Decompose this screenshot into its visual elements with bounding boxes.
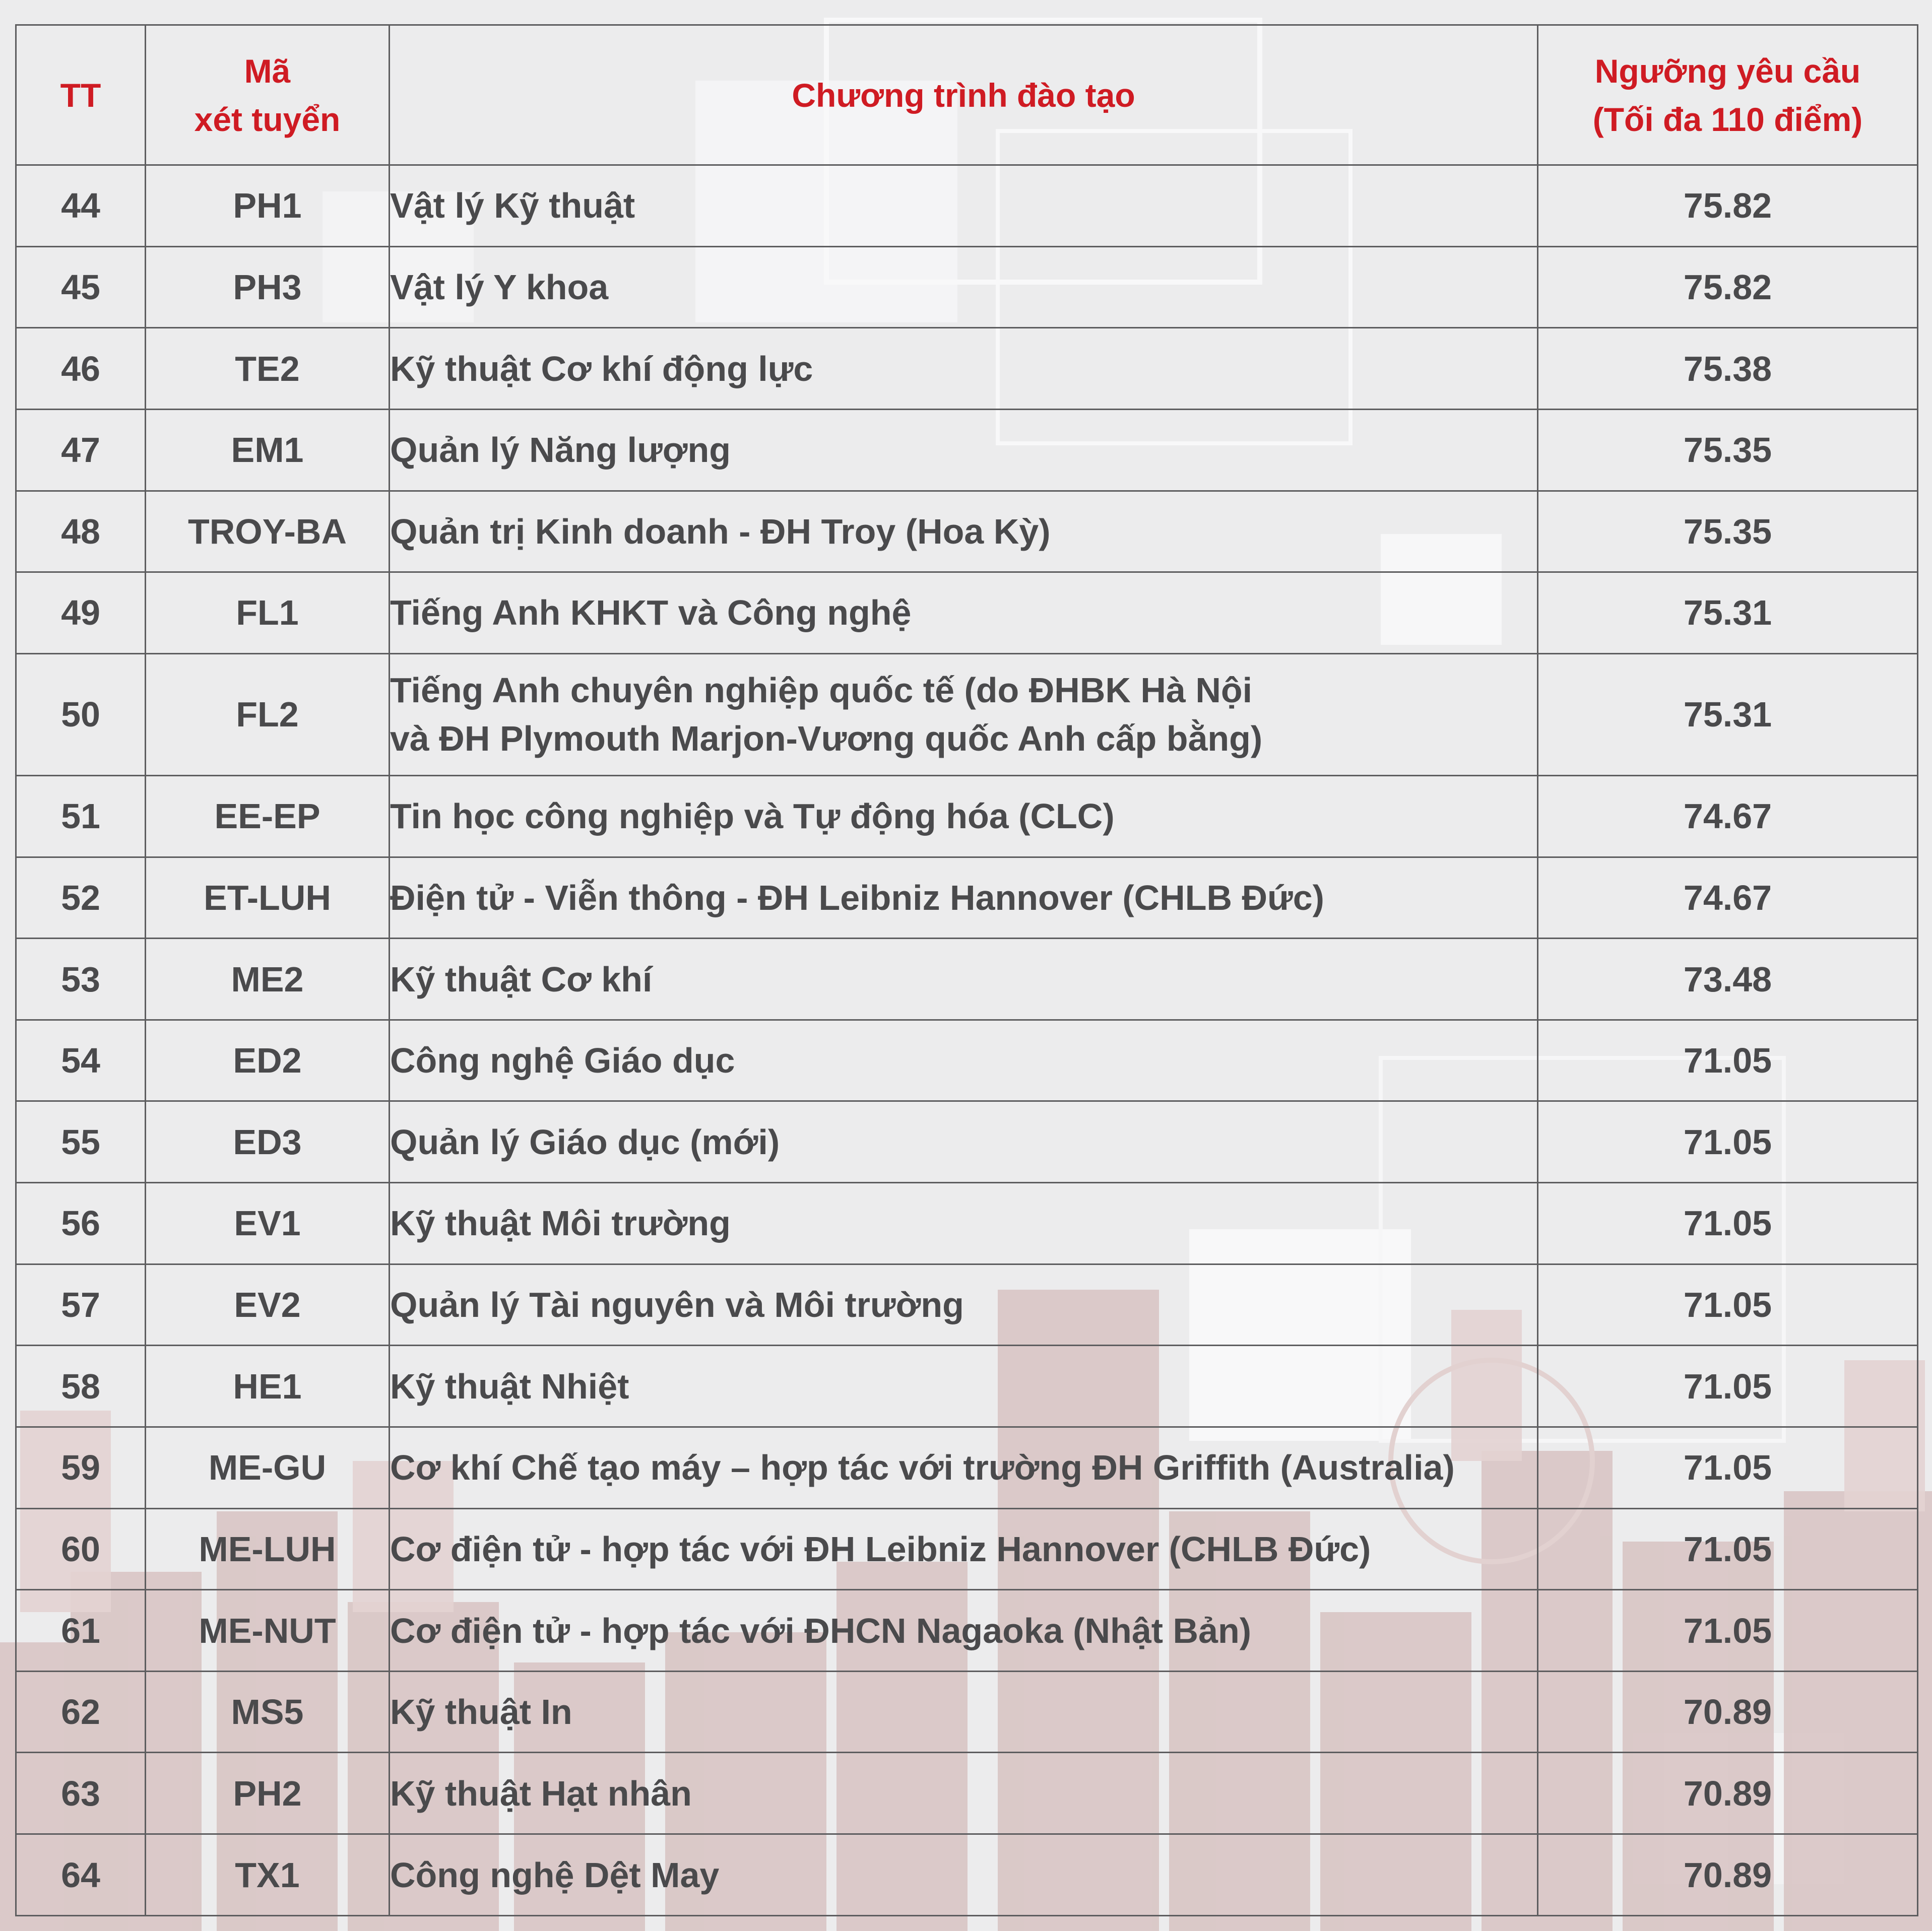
table-row [16, 775, 1918, 857]
program-name [390, 246, 1538, 328]
row-number: 46 [16, 328, 146, 410]
table-row [16, 1590, 1918, 1672]
program-name-line1: Kỹ thuật Cơ khí động lực [390, 349, 813, 388]
program-name [390, 1020, 1538, 1101]
admission-code: TROY-BA [146, 491, 390, 572]
admission-code: EE-EP [146, 775, 390, 857]
table-row [16, 939, 1918, 1020]
table-row [16, 409, 1918, 491]
threshold-score: 71.05 [1538, 1427, 1918, 1508]
threshold-score: 74.67 [1538, 857, 1918, 939]
program-name-line1: Tiếng Anh KHKT và Công nghệ [390, 593, 912, 633]
row-number: 57 [16, 1264, 146, 1346]
program-name-line1: Quản lý Năng lượng [390, 430, 731, 470]
threshold-score: 75.35 [1538, 409, 1918, 491]
program-name-line2: và ĐH Plymouth Marjon-Vương quốc Anh cấp bằng) [390, 719, 1263, 759]
admission-code: PH3 [146, 246, 390, 328]
program-name-line1: Quản trị Kinh doanh - ĐH Troy (Hoa Kỳ) [390, 511, 1051, 551]
admission-code: PH2 [146, 1753, 390, 1834]
row-number: 44 [16, 165, 146, 247]
admission-code: ME-GU [146, 1427, 390, 1508]
threshold-score: 75.82 [1538, 246, 1918, 328]
threshold-score: 71.05 [1538, 1020, 1918, 1101]
program-name [390, 653, 1538, 775]
program-name [390, 1590, 1538, 1672]
admission-code: ED2 [146, 1020, 390, 1101]
table-body [16, 165, 1918, 1916]
admission-code: ET-LUH [146, 857, 390, 939]
threshold-score: 71.05 [1538, 1264, 1918, 1346]
program-name-line1: Kỹ thuật Hạt nhân [390, 1773, 692, 1813]
program-name-line1: Cơ khí Chế tạo máy – hợp tác với trường ĐH Griffith (Australia) [390, 1448, 1455, 1488]
program-name-line1: Quản lý Tài nguyên và Môi trường [390, 1285, 964, 1325]
program-name-line1: Kỹ thuật Nhiệt [390, 1366, 629, 1406]
row-number: 49 [16, 572, 146, 654]
program-name [390, 1101, 1538, 1183]
program-name-line1: Công nghệ Giáo dục [390, 1041, 735, 1081]
admission-code: MS5 [146, 1671, 390, 1753]
row-number: 48 [16, 491, 146, 572]
admission-code: EV2 [146, 1264, 390, 1346]
row-number: 52 [16, 857, 146, 939]
header-score-line2: (Tối đa 110 điểm) [1592, 100, 1863, 138]
threshold-score: 75.82 [1538, 165, 1918, 247]
program-name [390, 775, 1538, 857]
threshold-score: 71.05 [1538, 1508, 1918, 1590]
program-name [390, 857, 1538, 939]
program-name-line1: Quản lý Giáo dục (mới) [390, 1122, 780, 1162]
program-name-line1: Điện tử - Viễn thông - ĐH Leibniz Hannover (CHLB Đức) [390, 878, 1324, 917]
threshold-score: 71.05 [1538, 1590, 1918, 1672]
table-row [16, 1020, 1918, 1101]
admission-code: EV1 [146, 1183, 390, 1264]
row-number: 59 [16, 1427, 146, 1508]
program-name-line1: Kỹ thuật Cơ khí [390, 959, 653, 999]
program-name [390, 1671, 1538, 1753]
header-code [146, 25, 390, 165]
table-row [16, 1101, 1918, 1183]
program-name [390, 1183, 1538, 1264]
admission-code: ME2 [146, 939, 390, 1020]
threshold-score: 71.05 [1538, 1183, 1918, 1264]
program-name [390, 1264, 1538, 1346]
admission-code: TX1 [146, 1834, 390, 1916]
table-row [16, 1427, 1918, 1508]
table-row [16, 1346, 1918, 1427]
threshold-score: 70.89 [1538, 1834, 1918, 1916]
row-number: 61 [16, 1590, 146, 1672]
row-number: 60 [16, 1508, 146, 1590]
row-number: 62 [16, 1671, 146, 1753]
program-name-line1: Tiếng Anh chuyên nghiệp quốc tế (do ĐHBK Hà Nội [390, 671, 1253, 710]
threshold-score: 75.38 [1538, 328, 1918, 410]
program-name-line1: Kỹ thuật In [390, 1692, 572, 1732]
admission-score-table [15, 24, 1918, 1916]
row-number: 47 [16, 409, 146, 491]
program-name [390, 572, 1538, 654]
table-header-row [16, 25, 1918, 165]
threshold-score: 71.05 [1538, 1101, 1918, 1183]
program-name [390, 1508, 1538, 1590]
program-name-line1: Cơ điện tử - hợp tác với ĐH Leibniz Hannover (CHLB Đức) [390, 1529, 1371, 1569]
table-row [16, 857, 1918, 939]
threshold-score: 75.31 [1538, 572, 1918, 654]
threshold-score: 75.35 [1538, 491, 1918, 572]
admission-code: HE1 [146, 1346, 390, 1427]
row-number: 64 [16, 1834, 146, 1916]
table-row [16, 1834, 1918, 1916]
admission-code: PH1 [146, 165, 390, 247]
threshold-score: 70.89 [1538, 1671, 1918, 1753]
table-row [16, 1183, 1918, 1264]
row-number: 45 [16, 246, 146, 328]
threshold-score: 71.05 [1538, 1346, 1918, 1427]
program-name-line1: Công nghệ Dệt May [390, 1855, 720, 1895]
row-number: 58 [16, 1346, 146, 1427]
table-row [16, 1753, 1918, 1834]
table-row [16, 246, 1918, 328]
row-number: 63 [16, 1753, 146, 1834]
admission-code: EM1 [146, 409, 390, 491]
header-score [1538, 25, 1918, 165]
program-name [390, 1753, 1538, 1834]
threshold-score: 75.31 [1538, 653, 1918, 775]
program-name [390, 328, 1538, 410]
row-number: 50 [16, 653, 146, 775]
table-row [16, 1508, 1918, 1590]
admission-code: FL2 [146, 653, 390, 775]
row-number: 56 [16, 1183, 146, 1264]
header-program: Chương trình đào tạo [390, 25, 1538, 165]
table-row [16, 165, 1918, 247]
threshold-score: 70.89 [1538, 1753, 1918, 1834]
header-tt: TT [16, 25, 146, 165]
header-code-line1: Mã [244, 52, 291, 90]
row-number: 53 [16, 939, 146, 1020]
threshold-score: 74.67 [1538, 775, 1918, 857]
table-row [16, 491, 1918, 572]
program-name-line1: Cơ điện tử - hợp tác với ĐHCN Nagaoka (Nhật Bản) [390, 1611, 1252, 1650]
admission-code: FL1 [146, 572, 390, 654]
header-score-line1: Ngưỡng yêu cầu [1594, 52, 1861, 90]
table-row [16, 653, 1918, 775]
admission-code: TE2 [146, 328, 390, 410]
row-number: 54 [16, 1020, 146, 1101]
program-name [390, 491, 1538, 572]
admission-code: ED3 [146, 1101, 390, 1183]
program-name [390, 409, 1538, 491]
program-name [390, 1346, 1538, 1427]
row-number: 51 [16, 775, 146, 857]
table-row [16, 1671, 1918, 1753]
program-name-line1: Kỹ thuật Môi trường [390, 1204, 731, 1243]
admission-code: ME-NUT [146, 1590, 390, 1672]
table-row [16, 328, 1918, 410]
threshold-score: 73.48 [1538, 939, 1918, 1020]
program-name [390, 165, 1538, 247]
program-name [390, 1834, 1538, 1916]
program-name [390, 1427, 1538, 1508]
program-name-line1: Vật lý Kỹ thuật [390, 186, 635, 226]
header-code-line2: xét tuyển [194, 100, 341, 138]
admission-code: ME-LUH [146, 1508, 390, 1590]
row-number: 55 [16, 1101, 146, 1183]
program-name [390, 939, 1538, 1020]
table-row [16, 1264, 1918, 1346]
table-row [16, 572, 1918, 654]
program-name-line1: Tin học công nghiệp và Tự động hóa (CLC) [390, 796, 1115, 836]
program-name-line1: Vật lý Y khoa [390, 267, 609, 307]
